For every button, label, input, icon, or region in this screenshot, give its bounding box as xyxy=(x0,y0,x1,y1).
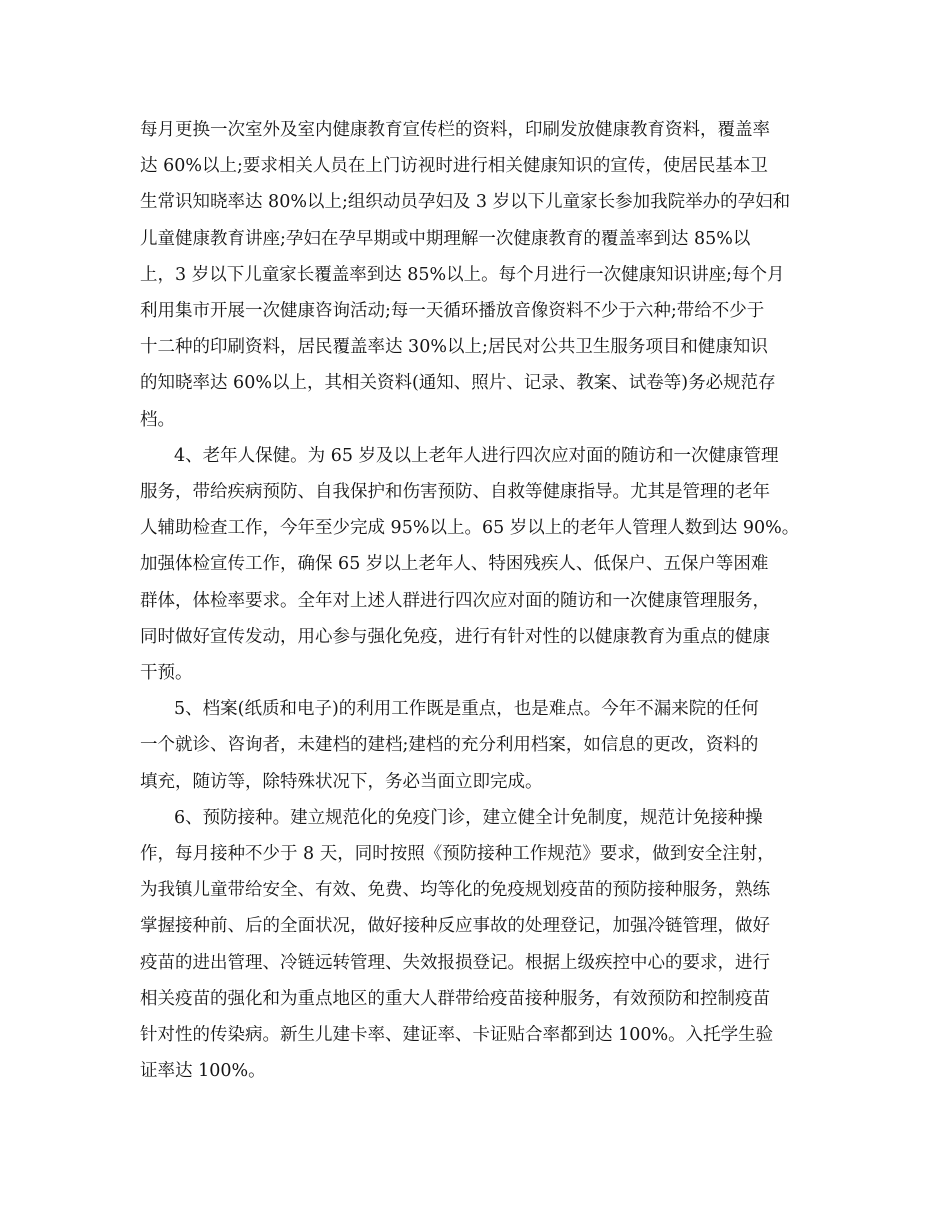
text-line: 5、档案(纸质和电子)的利用工作既是重点，也是难点。今年不漏来院的任何 xyxy=(174,699,759,720)
text-line: 证率达 100%。 xyxy=(140,1061,266,1082)
text-line: 的知晓率达 60%以上，其相关资料(通知、照片、记录、教案、试卷等)务必规范存 xyxy=(140,373,776,394)
paragraph-elderly-care xyxy=(140,438,814,691)
text-line: 相关疫苗的强化和为重点地区的重大人群带给疫苗接种服务，有效预防和控制疫苗 xyxy=(140,988,770,1009)
text-line: 群体，体检率要求。全年对上述人群进行四次应对面的随访和一次健康管理服务， xyxy=(140,590,770,611)
text-line: 同时做好宣传发动，用心参与强化免疫，进行有针对性的以健康教育为重点的健康 xyxy=(140,626,770,647)
text-line: 档。 xyxy=(140,409,175,430)
text-line: 人辅助检查工作，今年至少完成 95%以上。65 岁以上的老年人管理人数到达 90%。 xyxy=(140,518,800,539)
text-line: 儿童健康教育讲座;孕妇在孕早期或中期理解一次健康教育的覆盖率到达 85%以 xyxy=(140,228,751,249)
text-line: 为我镇儿童带给安全、有效、免费、均等化的免疫规划疫苗的预防接种服务，熟练 xyxy=(140,880,770,901)
text-line: 上，3 岁以下儿童家长覆盖率到达 85%以上。每个月进行一次健康知识讲座;每个月 xyxy=(140,264,785,285)
text-line: 疫苗的进出管理、冷链远转管理、失效报损登记。根据上级疾控中心的要求，进行 xyxy=(140,952,770,973)
text-line: 6、预防接种。建立规范化的免疫门诊，建立健全计免制度，规范计免接种操 xyxy=(174,807,763,828)
text-line: 作，每月接种不少于 8 天，同时按照《预防接种工作规范》要求，做到安全注射， xyxy=(140,844,775,865)
text-line: 干预。 xyxy=(140,663,193,684)
text-line: 加强体检宣传工作，确保 65 岁以上老年人、特困残疾人、低保户、五保户等困难 xyxy=(140,554,769,575)
text-line: 达 60%以上;要求相关人员在上门访视时进行相关健康知识的宣传，使居民基本卫 xyxy=(140,156,768,177)
text-line: 服务，带给疾病预防、自我保护和伤害预防、自救等健康指导。尤其是管理的老年 xyxy=(140,482,770,503)
text-line: 每月更换一次室外及室内健康教育宣传栏的资料，印刷发放健康教育资料，覆盖率 xyxy=(140,120,770,140)
text-line: 针对性的传染病。新生儿建卡率、建证率、卡证贴合率都到达 100%。入托学生验 xyxy=(140,1025,774,1046)
text-line: 4、老年人保健。为 65 岁及以上老年人进行四次应对面的随访和一次健康管理 xyxy=(174,445,779,466)
document-body xyxy=(140,112,814,1089)
text-line: 十二种的印刷资料，居民覆盖率达 30%以上;居民对公共卫生服务项目和健康知识 xyxy=(140,337,768,358)
paragraph-vaccination xyxy=(140,800,814,1090)
text-line: 生常识知晓率达 80%以上;组织动员孕妇及 3 岁以下儿童家长参加我院举办的孕妇和 xyxy=(140,192,791,213)
paragraph-health-records xyxy=(140,691,814,800)
text-line: 掌握接种前、后的全面状况，做好接种反应事故的处理登记，加强冷链管理，做好 xyxy=(140,916,770,937)
text-line: 利用集市开展一次健康咨询活动;每一天循环播放音像资料不少于六种;带给不少于 xyxy=(140,301,765,322)
paragraph-health-education xyxy=(140,112,814,438)
text-line: 填充，随访等，除特殊状况下，务必当面立即完成。 xyxy=(140,771,543,792)
text-line: 一个就诊、咨询者，未建档的建档;建档的充分利用档案，如信息的更改，资料的 xyxy=(140,735,759,756)
